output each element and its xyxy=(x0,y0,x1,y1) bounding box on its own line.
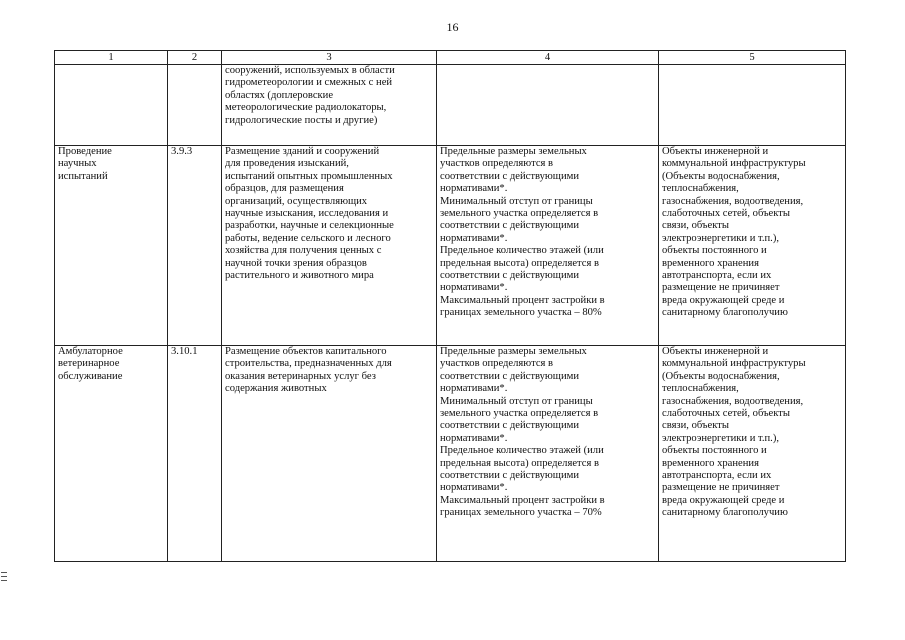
text-line: слаботочных сетей, объекты xyxy=(662,408,790,420)
text-line: вреда окружающей среде и xyxy=(662,494,785,506)
code-cell: 3.9.3 xyxy=(168,146,222,346)
column-header: 5 xyxy=(659,51,846,65)
auxiliary-cell xyxy=(659,346,846,562)
text-line: границах земельного участка – 80% xyxy=(440,307,602,319)
text-line: границах земельного участка – 70% xyxy=(440,507,602,519)
text-line: теплоснабжения, xyxy=(662,183,739,195)
table-row-continuation xyxy=(55,65,846,146)
text-line: санитарному благополучию xyxy=(662,507,788,519)
text-line: электроэнергетики и т.п.), xyxy=(662,432,780,444)
text-line: временного хранения xyxy=(662,457,759,469)
column-header: 3 xyxy=(222,51,437,65)
text-line: Максимальный процент застройки в xyxy=(440,294,605,306)
text-line: Предельное количество этажей (или xyxy=(440,245,604,257)
text-line: соответствии с действующими xyxy=(440,170,580,182)
page-number: 16 xyxy=(446,20,459,34)
text-line: (Объекты водоснабжения, xyxy=(662,370,780,382)
land-use-table xyxy=(54,50,846,562)
text-line: нормативами*. xyxy=(440,432,508,444)
text-line: Размещение объектов капитального xyxy=(225,346,387,357)
text-line: земельного участка определяется в xyxy=(440,208,599,220)
text-line: Максимальный процент застройки в xyxy=(440,494,605,506)
text-line: газоснабжения, водоотведения, xyxy=(662,395,804,407)
parameters-cell xyxy=(437,346,659,562)
text-line: (Объекты водоснабжения, xyxy=(662,170,780,182)
text-line: строительства, предназначенных для xyxy=(225,358,392,370)
description-cell xyxy=(222,346,437,562)
text-line: оказания ветеринарных услуг без xyxy=(225,370,376,382)
text-line: гидрологические посты и другие) xyxy=(225,114,378,126)
text-line: научные изыскания, исследования и xyxy=(225,208,389,220)
text-line: научной точки зрения образцов xyxy=(225,257,367,269)
text-line: образцов, для размещения xyxy=(225,183,344,195)
text-line: размещение не причиняет xyxy=(662,282,780,294)
text-line: нормативами*. xyxy=(440,282,508,294)
text-line: обслуживание xyxy=(58,370,123,382)
text-line: Предельные размеры земельных xyxy=(440,346,587,357)
text-line: содержания животных xyxy=(225,383,327,395)
text-line: испытаний опытных промышленных xyxy=(225,170,393,182)
text-line: нормативами*. xyxy=(440,183,508,195)
text-line: слаботочных сетей, объекты xyxy=(662,208,790,220)
text-line: для проведения изысканий, xyxy=(225,158,349,170)
text-line: хозяйства для получения ценных с xyxy=(225,245,382,257)
text-line: соответствии с действующими xyxy=(440,220,580,232)
text-line: областях (доплеровские xyxy=(225,89,334,101)
text-line: теплоснабжения, xyxy=(662,383,739,395)
text-line: участков определяются в xyxy=(440,358,554,370)
table-row xyxy=(55,146,846,346)
text-line: Предельное количество этажей (или xyxy=(440,445,604,457)
text-line: участков определяются в xyxy=(440,158,554,170)
margin-mark xyxy=(1,572,7,584)
text-line: предельная высота) определяется в xyxy=(440,457,600,469)
column-header: 1 xyxy=(55,51,168,65)
text-line: гидрометеорологии и смежных с ней xyxy=(225,77,393,89)
text-line: газоснабжения, водоотведения, xyxy=(662,195,804,207)
text-line: нормативами*. xyxy=(440,383,508,395)
text-line: автотранспорта, если их xyxy=(662,270,772,282)
text-line: санитарному благополучию xyxy=(662,307,788,319)
text-line: Объекты инженерной и xyxy=(662,146,769,157)
text-line: Амбулаторное xyxy=(58,346,123,357)
text-line: ветеринарное xyxy=(58,358,120,370)
text-line: соответствии с действующими xyxy=(440,270,580,282)
text-line: организаций, осуществляющих xyxy=(225,195,368,207)
text-line: нормативами*. xyxy=(440,232,508,244)
text-line: сооружений, используемых в области xyxy=(225,65,395,76)
column-header: 2 xyxy=(168,51,222,65)
text-line: научных xyxy=(58,158,97,170)
text-line: Объекты инженерной и xyxy=(662,346,769,357)
auxiliary-cell xyxy=(659,65,846,146)
text-line: соответствии с действующими xyxy=(440,420,580,432)
text-line: разработки, научные и селекционные xyxy=(225,220,394,232)
description-cell xyxy=(222,146,437,346)
text-line: нормативами*. xyxy=(440,482,508,494)
text-line: автотранспорта, если их xyxy=(662,470,772,482)
text-line: временного хранения xyxy=(662,257,759,269)
text-line: работы, ведение сельского и лесного xyxy=(225,232,391,244)
text-line: испытаний xyxy=(58,170,108,182)
text-line: вреда окружающей среде и xyxy=(662,294,785,306)
text-line: Предельные размеры земельных xyxy=(440,146,587,157)
name-cell xyxy=(55,146,168,346)
column-header: 4 xyxy=(437,51,659,65)
table-header-row xyxy=(55,51,846,65)
text-line: растительного и животного мира xyxy=(225,270,374,282)
name-cell xyxy=(55,346,168,562)
text-line: размещение не причиняет xyxy=(662,482,780,494)
table-row xyxy=(55,346,846,562)
parameters-cell xyxy=(437,65,659,146)
parameters-cell xyxy=(437,146,659,346)
text-line: соответствии с действующими xyxy=(440,470,580,482)
text-line: метеорологические радиолокаторы, xyxy=(225,102,387,114)
text-line: связи, объекты xyxy=(662,220,729,232)
code-cell xyxy=(168,65,222,146)
auxiliary-cell xyxy=(659,146,846,346)
text-line: Минимальный отступ от границы xyxy=(440,195,593,207)
text-line: Проведение xyxy=(58,146,112,157)
text-line: коммунальной инфраструктуры xyxy=(662,358,806,370)
text-line: объекты постоянного и xyxy=(662,445,767,457)
code-cell: 3.10.1 xyxy=(168,346,222,562)
description-cell xyxy=(222,65,437,146)
name-cell xyxy=(55,65,168,146)
text-line: коммунальной инфраструктуры xyxy=(662,158,806,170)
text-line: соответствии с действующими xyxy=(440,370,580,382)
text-line: Минимальный отступ от границы xyxy=(440,395,593,407)
text-line: земельного участка определяется в xyxy=(440,408,599,420)
text-line: предельная высота) определяется в xyxy=(440,257,600,269)
text-line: объекты постоянного и xyxy=(662,245,767,257)
text-line: связи, объекты xyxy=(662,420,729,432)
text-line: электроэнергетики и т.п.), xyxy=(662,232,780,244)
text-line: Размещение зданий и сооружений xyxy=(225,146,380,157)
